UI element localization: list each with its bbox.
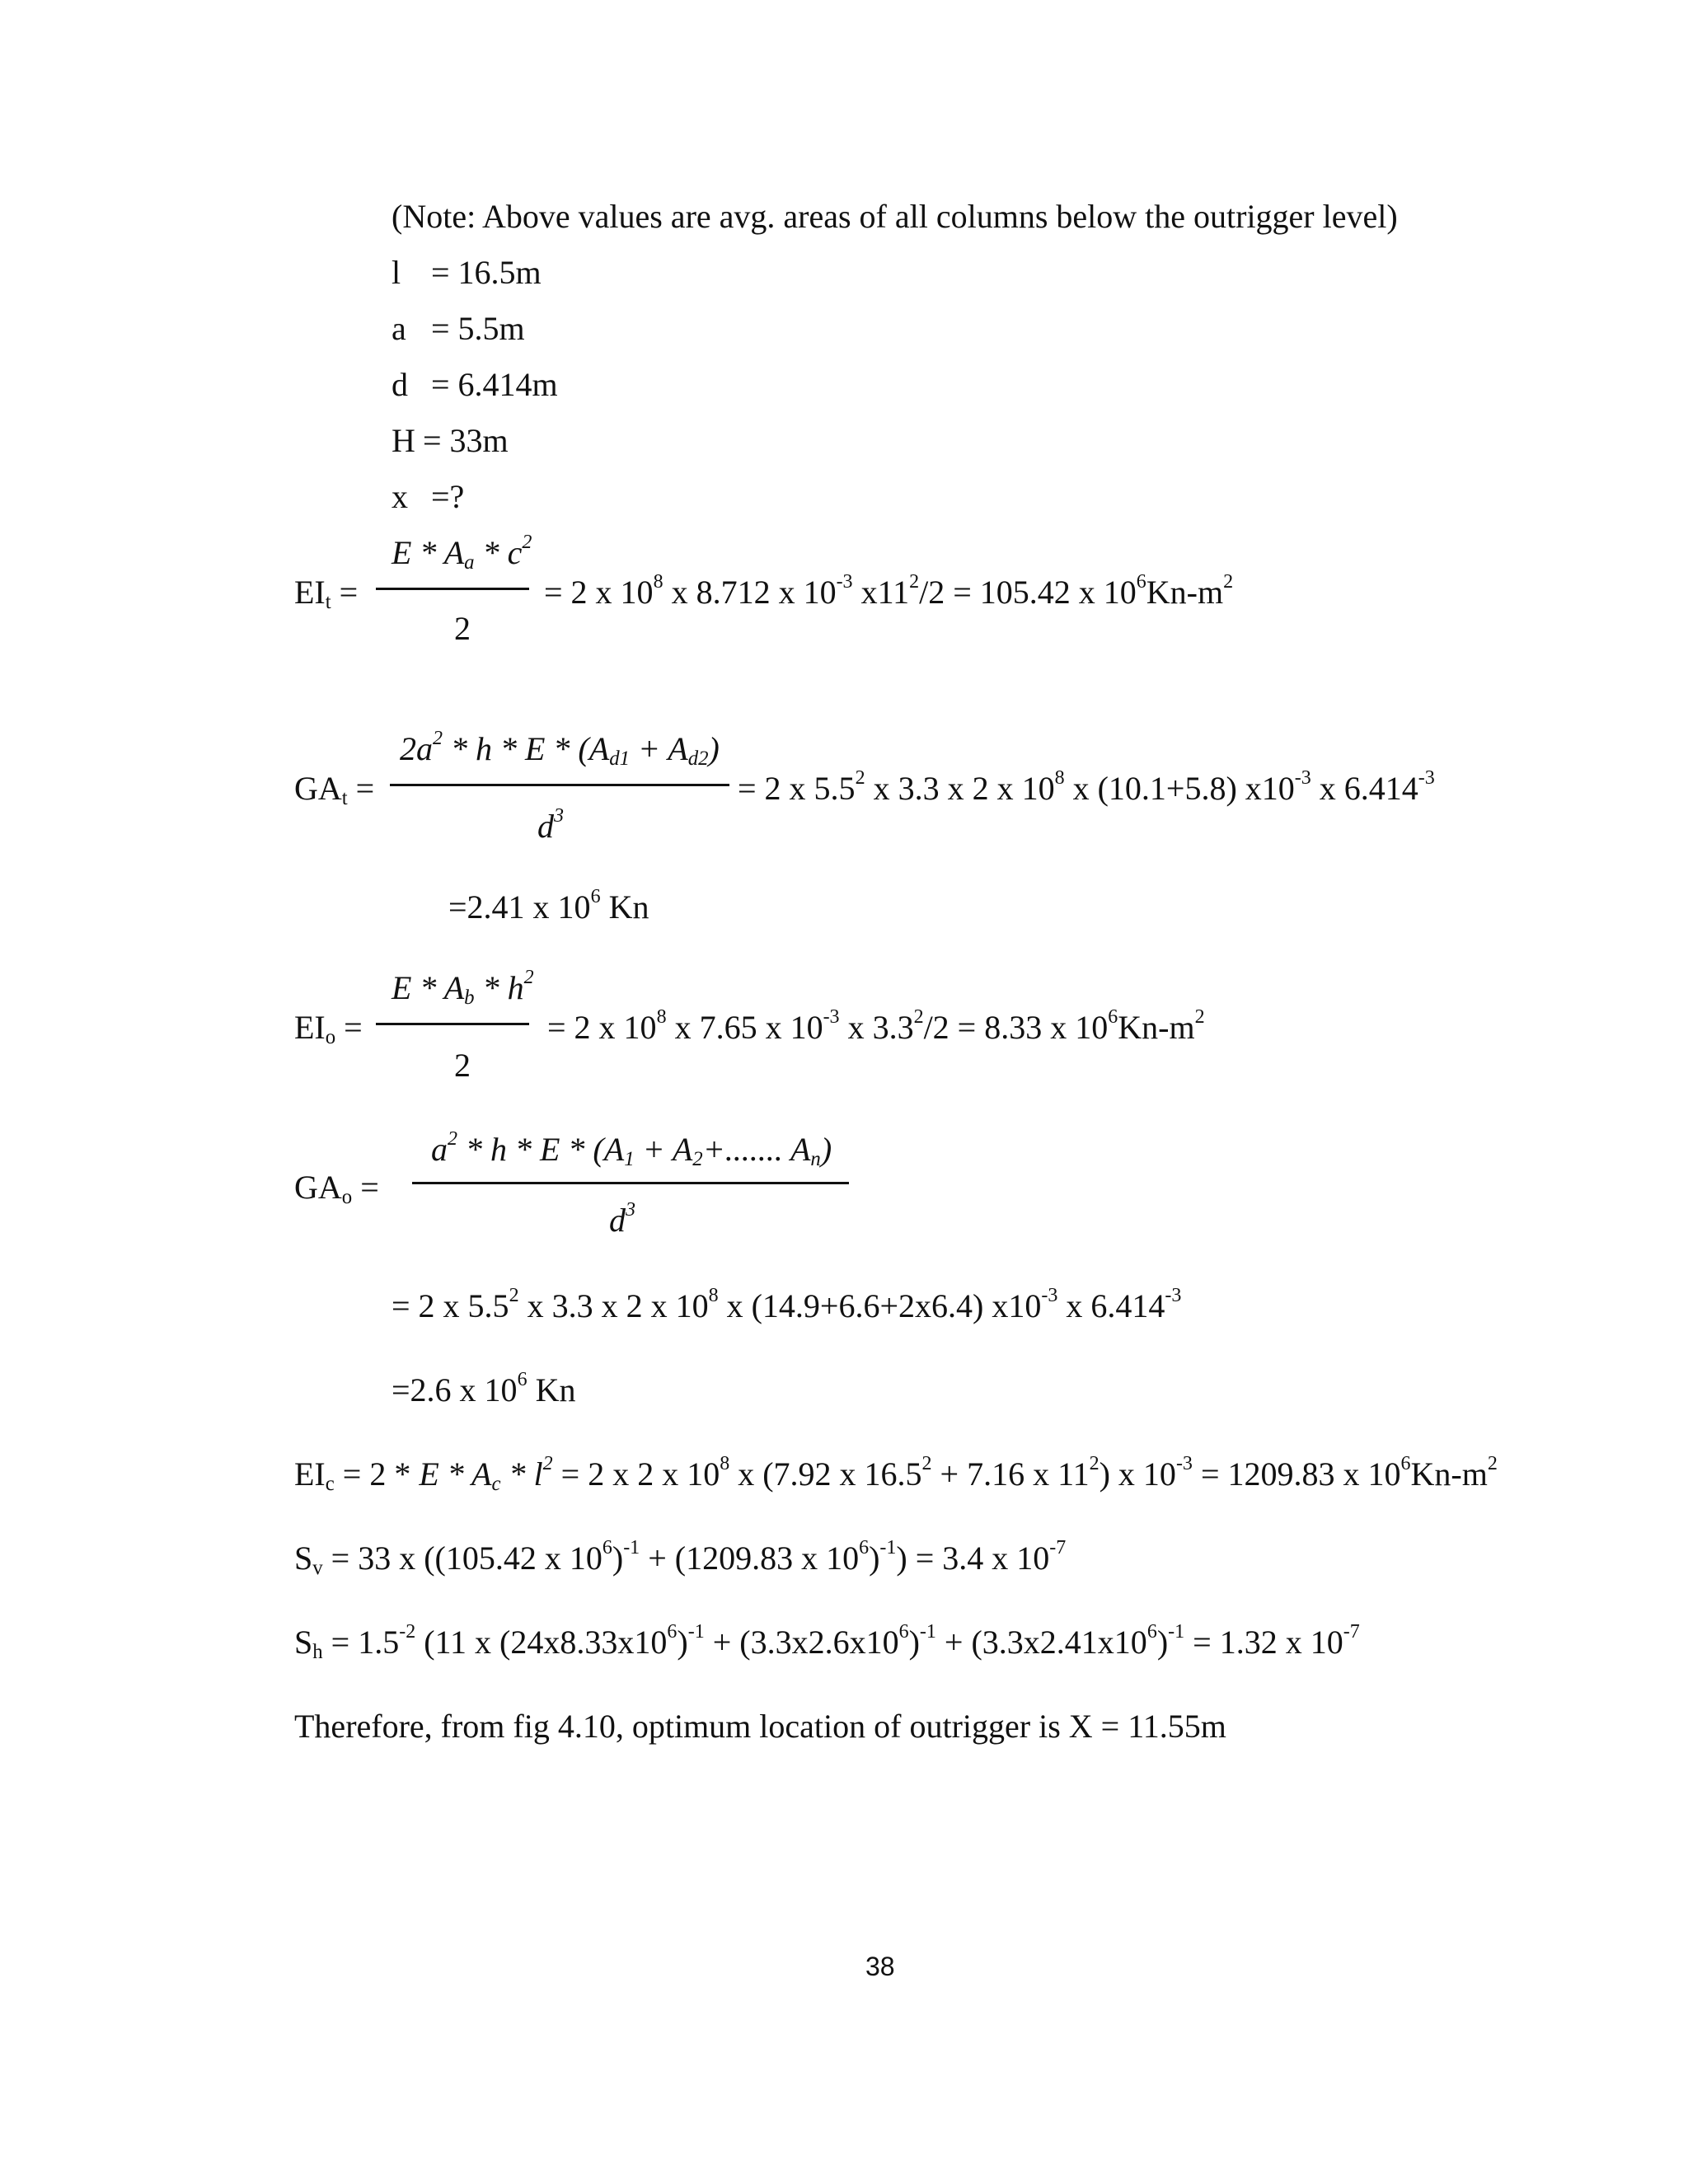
eit-denominator: 2	[454, 610, 471, 647]
sv-equation: $S_v = 33$ x ((105.42 x $10^6)^{-1} + (1209.83$ x $10^6)^{-1}) = 3.4$ x $10^{-7}$	[294, 1536, 1067, 1580]
gat-final: =2.41 x $10^6$ Kn	[448, 885, 649, 926]
eit-label: $EI_t$ =	[294, 574, 359, 614]
param-d	[392, 366, 558, 404]
conclusion-text: Therefore, from fig 4.10, optimum location of outrigger is X = 11.55m	[294, 1708, 1226, 1745]
eit-fraction-bar	[376, 588, 529, 590]
eio-numerator: E * $A_b * h^2$	[392, 966, 534, 1010]
param-value: = 6.414m	[431, 366, 558, 403]
param-a	[392, 310, 525, 348]
gat-label: $GA_t$ =	[294, 770, 375, 810]
eio-denominator: 2	[454, 1047, 471, 1084]
param-symbol: a	[392, 310, 406, 347]
param-value: =?	[431, 478, 465, 515]
param-value: = 33m	[423, 422, 509, 459]
eio-label: $EI_o$ =	[294, 1009, 363, 1049]
gat-fraction-bar	[390, 784, 729, 786]
param-x	[392, 478, 464, 516]
param-l	[392, 254, 542, 292]
gat-numerator: $2a^2 * h * E * (A_{d1} + A_{d2})$	[400, 727, 720, 771]
param-H	[392, 422, 509, 460]
gao-result: = 2 x $5.5^2$ x 3.3 x 2 x $10^8$ x (14.9+6.6+2x6.4) $x10^{-3}$ x $6.414^{-3}$	[392, 1284, 1182, 1324]
param-value: = 5.5m	[431, 310, 525, 347]
gat-result: = 2 x $5.5^2$ x 3.3 x 2 x $10^8$ x (10.1+5.8) $x10^{-3}$ x $6.414^{-3}$	[738, 766, 1435, 807]
eio-result: = 2 x $10^8$ x 7.65 x $10^{-3}$ x $3.3^2/2 = 8.33$ x $10^6Kn-m^2$	[547, 1005, 1205, 1046]
gao-label: $GA_o$ =	[294, 1169, 379, 1209]
note-text: (Note: Above values are avg. areas of all columns below the outrigger level)	[392, 198, 1398, 235]
gao-denominator: $d^3$	[609, 1198, 635, 1239]
eic-equation: $EI_c = 2 * E * A_c * l^2 = 2$ x 2 x $10^8$ x (7.92 x $16.5^2 + 7.16$ x $11^2$) x $10^{-3} = 1209.83$ x $10^6Kn-m^2$	[294, 1452, 1498, 1496]
page-number: 38	[865, 1952, 895, 1981]
gao-final: =2.6 x $10^6$ Kn	[392, 1368, 576, 1408]
param-symbol: l	[392, 254, 401, 291]
eio-fraction-bar	[376, 1023, 529, 1025]
sh-equation: $S_h = 1.5^{-2}$ (11 x $(24x8.33x10^6)^{-1} + (3.3x2.6x10^6)^{-1} + (3.3x2.41x10^6)^{-1} = 1.32$ x $10^{-7}$	[294, 1620, 1360, 1664]
param-symbol: H	[392, 422, 415, 459]
param-symbol: x	[392, 478, 408, 515]
gao-fraction-bar	[412, 1182, 849, 1184]
gao-numerator: $a^2 * h * E * (A_1 + A_2+$....... $A_n$)	[431, 1127, 832, 1171]
eit-result: = 2 x $10^8$ x 8.712 x $10^{-3}$ $x11^2/2 = 105.42$ x $10^6Kn-m^2$	[544, 570, 1234, 611]
param-symbol: d	[392, 366, 408, 403]
gat-denominator: $d^3$	[537, 804, 564, 845]
eit-numerator: E * $A_a * c^2$	[392, 531, 532, 574]
param-value: = 16.5m	[431, 254, 542, 291]
